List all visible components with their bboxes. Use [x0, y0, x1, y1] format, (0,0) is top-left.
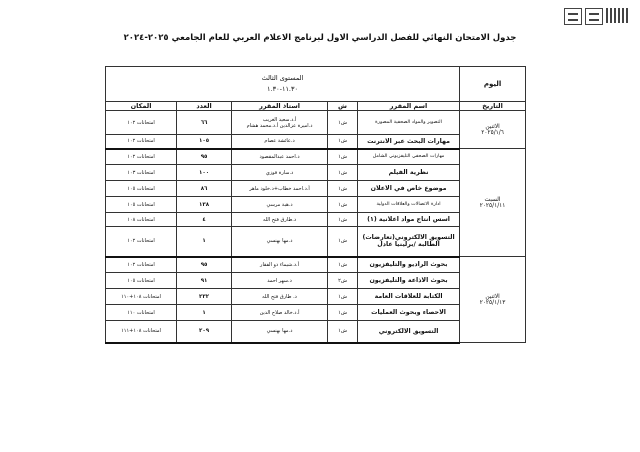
place-cell-text: امتحانات ١٠٢ [127, 238, 155, 245]
section-cell-text: ش١ [338, 216, 347, 223]
place-cell [106, 257, 177, 273]
table-row [106, 149, 526, 165]
course-cell [358, 227, 460, 257]
professor-cell [232, 213, 328, 227]
professor-cell [232, 305, 328, 321]
day-name: السبت [484, 196, 501, 203]
professor-cell [232, 227, 328, 257]
course-cell-text: مهارات البحث عبر الانترنت [367, 137, 451, 145]
course-cell-text: ادارة الاتصالات والعلاقات الدولية [376, 202, 441, 207]
place-cell [106, 135, 177, 149]
count-cell [177, 321, 232, 343]
exam-schedule-table [105, 66, 526, 344]
course-cell-text: مهارات الصحفي التليفزيوني الشامل [372, 154, 445, 160]
column-header-course: اسم المقرر [358, 102, 460, 111]
day-name: الاثنين [485, 293, 500, 300]
place-cell-text: امتحانات ١٠٨+١١٠ [121, 293, 161, 300]
count-cell-text: ١٠٠ [199, 169, 210, 176]
course-note: الطالبة /برلينيا عادل [377, 241, 440, 249]
section-cell-text: ش١ [338, 201, 347, 208]
place-cell-text: امتحانات ١٠٢ [127, 138, 155, 145]
place-cell [106, 227, 177, 257]
count-cell [177, 257, 232, 273]
section-cell-text: ش١ [338, 138, 347, 145]
course-cell-text: الاحصاء وبحوث العمليات [371, 309, 446, 316]
professor-cell-text: أ.د.خالد صلاح الدين [259, 309, 300, 316]
date-cell [460, 111, 526, 149]
section-cell-text: ش١ [338, 261, 347, 268]
course-cell [358, 197, 460, 213]
professor-cell-text: د.سارة فوزي [265, 169, 294, 176]
course-cell-text: الكتابة للعلاقات العامة [374, 293, 443, 300]
count-cell-text: ٤ [202, 216, 206, 223]
place-cell [106, 149, 177, 165]
place-cell [106, 181, 177, 197]
professor-cell-text: د. طارق فتح الله [262, 293, 297, 300]
professor-cell [232, 149, 328, 165]
section-cell [328, 149, 358, 165]
section-cell [328, 197, 358, 213]
course-cell-text: نظرية الفيلم [388, 169, 429, 176]
column-header-section: ش [328, 102, 358, 111]
date-cell [460, 257, 526, 343]
professor-secondary: د.اميرة عزالدين أ.د.محمد هشام [246, 122, 313, 129]
count-cell-text: ٨٦ [200, 185, 208, 192]
exam-date: ٢٠٢٥/١/١٣ [479, 299, 506, 306]
count-cell [177, 273, 232, 289]
count-cell [177, 149, 232, 165]
section-cell-text: ش١ [338, 328, 347, 335]
section-cell-text: ش١ [338, 309, 347, 316]
course-cell [358, 289, 460, 305]
course-cell [358, 213, 460, 227]
section-cell [328, 213, 358, 227]
column-header-professor: استاذ المقرر [232, 102, 328, 111]
section-cell-text: ش١ [338, 185, 347, 192]
place-cell [106, 321, 177, 343]
column-header-count: العدد [177, 102, 232, 111]
professor-cell [232, 321, 328, 343]
place-cell [106, 305, 177, 321]
count-cell-text: ٦٦ [200, 119, 208, 126]
course-cell [358, 165, 460, 181]
exam-date: ٢٠٢٥/١/١١ [479, 202, 506, 209]
place-cell-text: امتحانات ١٠٨ [127, 216, 155, 223]
professor-cell [232, 181, 328, 197]
logo-barcode-icon [606, 8, 628, 23]
table-row [106, 257, 526, 273]
count-cell-text: ١ [202, 309, 206, 316]
place-cell-text: امتحانات ١٠٥ [127, 185, 155, 192]
logo-mark-icon [564, 8, 582, 25]
course-cell [358, 111, 460, 135]
section-cell-text: ش١ [338, 293, 347, 300]
place-cell [106, 111, 177, 135]
professor-cell-text: د.طارق فتح الله [262, 216, 297, 223]
course-cell-text: اسس انتاج مواد اعلانية (١) [367, 216, 450, 223]
professor-cell-text: د.عائشة عصام [264, 138, 295, 145]
professor-cell-text: أ.د.شيماء ذو الفقار [260, 261, 300, 268]
place-cell-text: امتحانات ١١٠ [127, 309, 155, 316]
section-cell [328, 181, 358, 197]
count-cell [177, 181, 232, 197]
count-cell-text: ١٣٨ [199, 201, 210, 208]
course-cell [358, 305, 460, 321]
place-cell [106, 213, 177, 227]
professor-cell [232, 273, 328, 289]
section-cell [328, 111, 358, 135]
section-cell-text: ش١ [338, 169, 347, 176]
course-cell-text: موضوع خاص في الاعلان [370, 185, 447, 192]
exam-date: ٢٠٢٥/١/٦ [481, 129, 504, 136]
course-cell [358, 149, 460, 165]
count-cell-text: ٩٥ [200, 261, 208, 268]
place-cell-text: امتحانات ١٠٢ [127, 261, 155, 268]
professor-cell-text: أ.د.احمد خطاب+د.خلود ماهر [249, 185, 310, 192]
professor-cell [232, 197, 328, 213]
place-cell-text: امتحانات ١٠٢ [127, 153, 155, 160]
professor-cell [232, 111, 328, 135]
professor-cell-text: د.احمد عبدالمقصود [259, 153, 300, 160]
count-cell [177, 165, 232, 181]
place-cell [106, 165, 177, 181]
professor-cell [232, 289, 328, 305]
course-cell-text: التصوير والمواد الصحفية المصورة [375, 120, 442, 125]
course-cell [358, 321, 460, 343]
count-cell [177, 135, 232, 149]
course-cell-text: التسويق الالكتروني(تعارضات) [362, 234, 455, 242]
place-cell [106, 273, 177, 289]
professor-cell [232, 135, 328, 149]
course-cell [358, 273, 460, 289]
section-cell [328, 165, 358, 181]
professor-cell-text: د.مها بهنسي [266, 328, 293, 335]
place-cell-text: امتحانات ١٠٥ [127, 201, 155, 208]
course-cell-text: بحوث الاذاعة والتليفزيون [369, 277, 448, 284]
place-cell-text: امتحانات ١٠٥ [127, 277, 155, 284]
count-cell-text: ١٠٥ [199, 138, 210, 145]
section-cell-text: ش١ [338, 119, 347, 126]
count-cell-text: ٢٣٢ [199, 293, 210, 300]
count-cell-text: ٩٥ [200, 153, 208, 160]
column-header-date: التاريخ [460, 102, 526, 111]
section-cell [328, 227, 358, 257]
count-cell [177, 197, 232, 213]
professor-cell-text: أ.د.سعيد الغريب [262, 116, 297, 123]
professor-cell-text: د.هبة مرسي [266, 201, 293, 208]
place-cell-text: امتحانات ١٠٢ [127, 119, 155, 126]
day-name: الاثنين [485, 123, 500, 130]
date-cell [460, 149, 526, 257]
professor-cell-text: د.مها بهنسي [266, 238, 293, 245]
page-title: جدول الامتحان النهائي للفصل الدراسي الاول لبرنامج الاعلام العربي للعام الجامعي ٢٠٢٥-٢٠٢٤ [123, 33, 517, 43]
section-cell [328, 135, 358, 149]
count-cell [177, 305, 232, 321]
course-cell [358, 181, 460, 197]
count-cell [177, 289, 232, 305]
section-cell-text: ش٢ [338, 277, 347, 284]
university-logo [564, 8, 628, 25]
level-header [106, 67, 460, 102]
section-cell-text: ش١ [338, 153, 347, 160]
count-cell-text: ٢٠٩ [199, 328, 210, 335]
place-cell [106, 289, 177, 305]
professor-cell [232, 165, 328, 181]
exam-time: ١١.٣٠-١.٣٠ [267, 85, 298, 93]
level-title: المستوى الثالث [261, 74, 304, 82]
place-cell-text: امتحانات ١٠٣ [127, 169, 155, 176]
place-cell-text: امتحانات ١٠٨+١١١ [121, 328, 161, 335]
count-cell-text: ١ [202, 238, 206, 245]
section-cell [328, 321, 358, 343]
count-cell [177, 111, 232, 135]
section-cell [328, 273, 358, 289]
logo-mark-icon [585, 8, 603, 25]
count-cell [177, 213, 232, 227]
day-header: اليوم [460, 67, 526, 102]
count-cell-text: ٩١ [200, 277, 208, 284]
section-cell [328, 305, 358, 321]
section-cell [328, 257, 358, 273]
section-cell [328, 289, 358, 305]
course-cell-text: التسويق الالكتروني [378, 327, 439, 335]
course-cell [358, 257, 460, 273]
course-cell-text: بحوث الراديو والتليفزيون [369, 261, 448, 269]
column-header-place: المكان [106, 102, 177, 111]
table-row [106, 111, 526, 135]
count-cell [177, 227, 232, 257]
course-cell [358, 135, 460, 149]
professor-cell [232, 257, 328, 273]
professor-cell-text: د.سهر احمد [267, 277, 292, 284]
place-cell [106, 197, 177, 213]
section-cell-text: ش١ [338, 238, 347, 245]
